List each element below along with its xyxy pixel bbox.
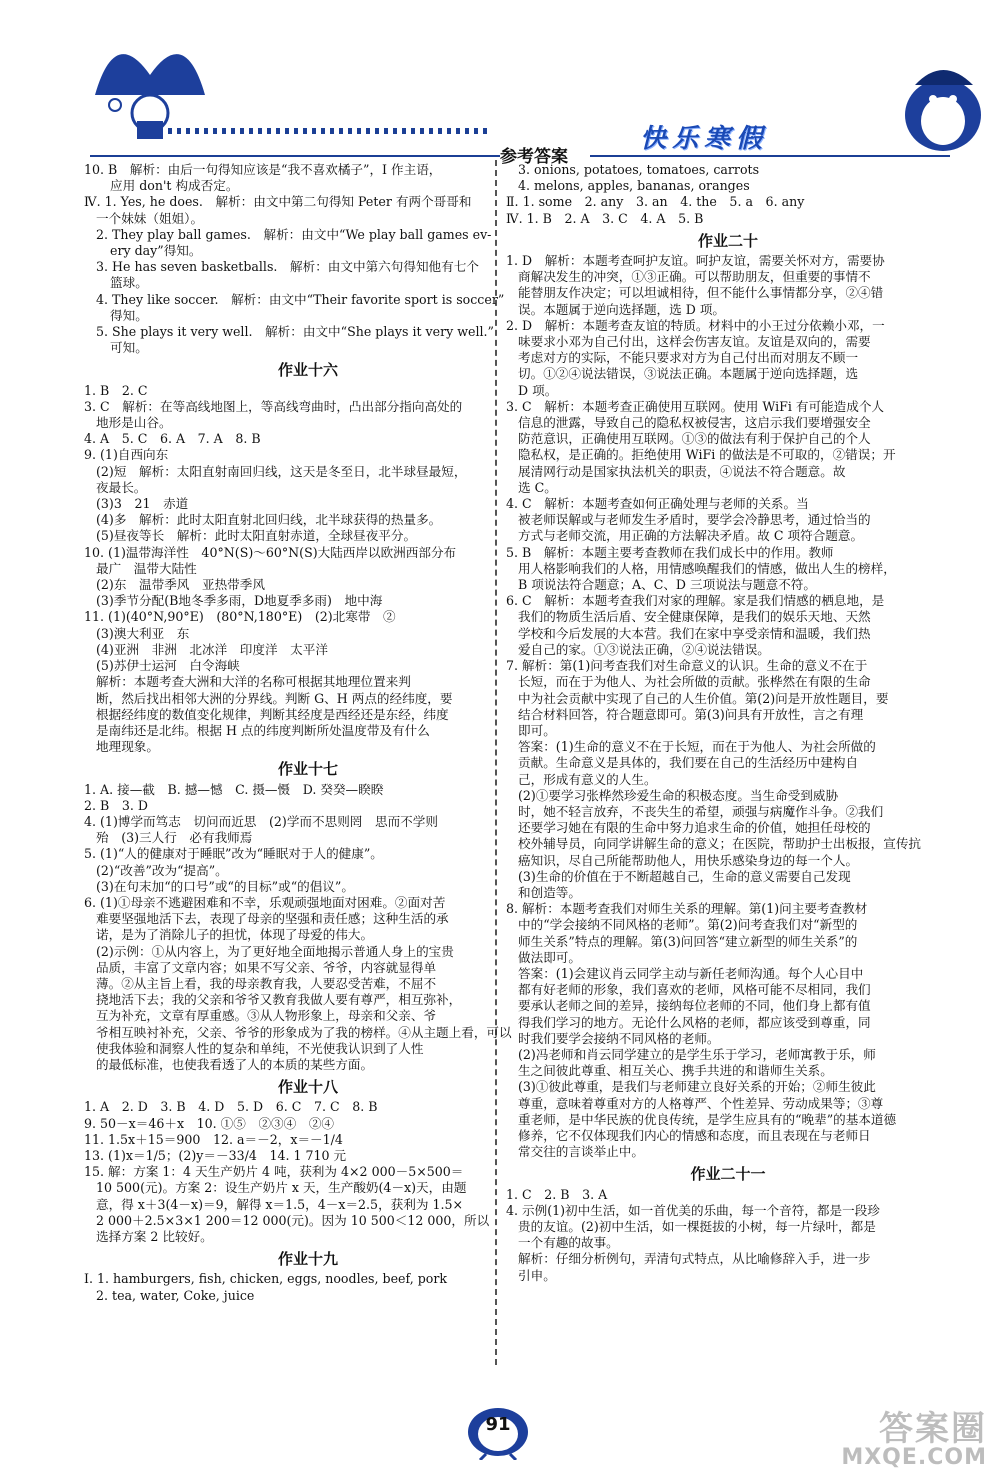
answer-line: 6. (1)①母亲不逃避困难和不幸，乐观顽强地面对困难。②面对苦 [84, 894, 446, 910]
answer-line: 难要坚强地活下去，表现了母亲的坚强和责任感；这种生活的承 [96, 911, 449, 927]
left-column [84, 162, 532, 1304]
answer-line: 11. (1)(40°N,90°E) (80°N,180°E) (2)北寒带 ② [84, 609, 396, 625]
answer-line: (4)亚洲 非洲 北冰洋 印度洋 太平洋 [96, 641, 328, 657]
answer-line: 贡献。生命意义是具体的，我们要在自己的生活经历中建构自 [518, 755, 859, 771]
header-center-title: 参考答案 [500, 147, 568, 167]
answer-line: Ⅳ. 1. B 2. A 3. C 4. A 5. B [506, 210, 704, 226]
answer-line: ery day”得知。 [110, 243, 202, 259]
answer-line: 最广 温带大陆性 [96, 560, 197, 576]
answer-line: 即可。 [518, 722, 556, 738]
answer-line: (3)3 21 赤道 [96, 496, 189, 512]
answer-line: 信息的泄露，导致自己的隐私权被侵害，这启示我们要增强安全 [518, 415, 871, 431]
answer-line: Ⅳ. 1. Yes, he does. 解析：由文中第二句得知 Peter 有两个哥哥和 [84, 194, 472, 210]
answer-line: 一个有趣的故事。 [518, 1235, 619, 1251]
answer-line: (4)多 解析：此时太阳直射北回归线，北半球获得的热量多。 [96, 512, 442, 528]
answer-line: 5. B 解析：本题主要考查教师在我们成长中的作用。教师 [506, 544, 834, 560]
answer-line: (2)①要学习张桦然珍爱生命的积极态度。当生命受到威胁 [518, 787, 839, 803]
section-heading: 作业十八 [277, 1078, 338, 1097]
answer-line: 做法即可。 [518, 949, 581, 965]
answer-line: 答案：(1)生命的意义不在于长短，而在于为他人、为社会所做的 [518, 739, 876, 755]
answer-line: 我们的物质生活后盾、安全健康保障，是我们的娱乐天地、天然 [518, 609, 871, 625]
answer-line: 4. 示例(1)初中生活，如一首优美的乐曲，每一个音符，都是一段珍 [506, 1202, 880, 1218]
answer-line: 方式与老师交流，用正确的方法解决矛盾。故 C 项符合题意。 [518, 528, 864, 544]
answer-line: 夜最长。 [96, 479, 147, 495]
answer-line: 3. C 解析：本题考查正确使用互联网。使用 WiFi 有可能造成个人 [506, 398, 885, 414]
answer-line: 尊重，意味着尊重对方的人格尊严、个性差异、劳动成果等；③尊 [518, 1095, 884, 1111]
answer-line: 解析：仔细分析例句，弄清句式特点，从比喻修辞入手，进一步 [518, 1251, 871, 1267]
answer-line: 味要求小邓为自己付出，这样会伤害友谊。友谊是双向的，需要 [518, 334, 871, 350]
page-header [0, 0, 1000, 167]
answer-line: D 项。 [518, 382, 558, 398]
answer-line: 2 000＋2.5×3×1 200＝12 000(元)。因为 10 500＜12 000，所以 [96, 1212, 490, 1228]
answer-line: 根据经纬度的数值变化规律，判断其经度是西经还是东经，纬度 [96, 706, 449, 722]
answer-line: 9. 50－x＝46＋x 10. ①⑤ ②③④ ②④ [84, 1115, 335, 1131]
answer-line: 3. onions, potatoes, tomatoes, carrots [518, 162, 760, 177]
watermark-line2: MXQE.COM [841, 1445, 987, 1470]
penguin-decoration-icon [895, 55, 990, 155]
answer-line: (2)短 解析：太阳直射南回归线，这天是冬至日，北半球昼最短， [96, 463, 467, 479]
answer-line: 爱自己的家。①③说法正确，②④说法错误。 [518, 641, 770, 657]
answer-line: 选 C。 [518, 479, 557, 495]
answer-line: 意，得 x＋3(4－x)＝9，解得 x＝1.5，4－x＝2.5，获利为 1.5× [96, 1196, 464, 1212]
answer-line: 2. D 解析：本题考查友谊的特质。材料中的小王过分依赖小邓，一 [506, 317, 885, 333]
answer-line: 8. 解析：本题考查我们对师生关系的理解。第(1)问主要考查教材 [506, 901, 868, 917]
answer-line: 7. 解析：第(1)问考查我们对生命意义的认识。生命的意义不在于 [506, 658, 868, 674]
answer-line: 地理现象。 [96, 739, 159, 755]
answer-line: 用人格影响我们的人格，用情感唤醒我们的情感，做出人生的榜样， [518, 560, 896, 576]
answer-line: 商解决发生的冲突，①③正确。可以帮助朋友，但重要的事情不 [518, 269, 871, 285]
answer-line: 答案：(1)会建议肖云同学主动与新任老师沟通。每个人心目中 [518, 965, 864, 981]
answer-line: 地形是山谷。 [96, 415, 172, 431]
answer-line: 4. They like soccer. 解析：由文中“Their favorite sport is soccer” [96, 291, 505, 307]
answer-line: 学校和今后发展的大本营。我们在家中享受亲情和温暖，我们热 [518, 625, 871, 641]
answer-line: 一个妹妹（姐姐）。 [96, 210, 204, 226]
answer-line: B 项说法符合题意；A、C、D 三项说法与题意不符。 [518, 577, 816, 593]
answer-line: 重老师，是中华民族的优良传统，是学生应具有的“晚辈”的基本道德 [518, 1111, 897, 1127]
answer-line: 品质，丰富了文章内容；如果不写父亲、爷爷，内容就显得单 [96, 959, 437, 975]
answer-line: 5. (1)“人的健康对于睡眠”改为“睡眠对于人的健康”。 [84, 846, 383, 862]
header-dotted-rule-left [168, 128, 488, 134]
answer-line: 殆 (3)三人行 必有我师焉 [96, 830, 253, 846]
header-brand-title: 快乐寒假 [640, 124, 769, 154]
answer-line: Ⅰ. 1. hamburgers, fish, chicken, eggs, noodles, beef, pork [84, 1271, 447, 1287]
answer-line: 引申。 [518, 1267, 556, 1283]
watermark [830, 1395, 995, 1480]
answer-line: (5)昼夜等长 解析：此时太阳直射赤道，全球昼夜平分。 [96, 528, 417, 544]
answer-line: 挠地活下去；我的父亲和爷爷又教育我做人要有尊严，相互弥补， [96, 992, 462, 1008]
answer-line: 1. A 2. D 3. B 4. D 5. D 6. C 7. C 8. B [84, 1099, 378, 1115]
answer-line: 隐私权，是正确的。拒绝使用 WiFi 的做法是不可取的，②错误；开 [518, 447, 896, 463]
answer-line: 己，形成有意义的人生。 [518, 771, 657, 787]
answer-line: 篮球。 [110, 275, 148, 291]
header-rule-left [90, 155, 500, 157]
answer-line: 修养，它不仅体现我们内心的情感和态度，而且表现在与老师日 [518, 1127, 871, 1143]
section-heading: 作业十六 [277, 361, 338, 380]
answer-line: 中为社会贡献中实现了自己的人生价值。第(2)问是开放性题目，要 [518, 690, 889, 706]
answer-line: 1. A. 接—截 B. 撼—憾 C. 摄—慑 D. 癸癸—睽睽 [84, 781, 384, 797]
answer-line: (5)苏伊士运河 白令海峡 [96, 658, 240, 674]
answer-line: 1. B 2. C [84, 382, 148, 398]
answer-line: 得我们学习的地方。无论什么风格的老师，都应该受到尊重，同 [518, 1014, 871, 1030]
answer-line: (3)生命的价值在于不断超越自己，生命的意义需要自己发现 [518, 868, 851, 884]
header-rule-right [590, 155, 950, 157]
answer-line: 被老师误解或与老师发生矛盾时，要学会冷静思考，通过恰当的 [518, 512, 871, 528]
answer-line: 4. (1)博学而笃志 切问而近思 (2)学而不思则罔 思而不学则 [84, 813, 438, 829]
answer-line: 都有好老师的形象，我们喜欢的老师，风格可能不尽相同，我们 [518, 982, 871, 998]
answer-line: 时，她不轻言放弃，不丧失生的希望，顽强与病魔作斗争。②我们 [518, 803, 884, 819]
answer-line: 考虑对方的实际，不能只要求对方为自己付出而对朋友不顾一 [518, 350, 859, 366]
answer-line: (3)季节分配(B地冬季多雨，D地夏季多雨) 地中海 [96, 593, 383, 609]
section-heading: 作业十九 [277, 1250, 338, 1269]
answer-line: 1. D 解析：本题考查呵护友谊。呵护友谊，需要关怀对方，需要协 [506, 253, 885, 269]
answer-line: 4. melons, apples, bananas, oranges [518, 178, 750, 194]
answer-line: 解析：本题考查大洲和大洋的名称可根据其地理位置来判 [96, 674, 411, 690]
answer-line: 诺，是为了消除儿子的担忧，体现了母爱的伟大。 [96, 927, 374, 943]
answer-line: (2)“改善”改为“提高”。 [96, 862, 228, 878]
answer-line: Ⅱ. 1. some 2. any 3. an 4. the 5. a 6. any [506, 194, 805, 210]
answer-line: 选择方案 2 比较好。 [96, 1229, 213, 1244]
answer-line: 应用 don't 构成否定。 [110, 178, 239, 194]
answer-line: 误。本题属于逆向选择题，选 D 项。 [518, 301, 726, 317]
answer-line: 和创造等。 [518, 884, 581, 900]
answer-line: 常交往的言谈举止中。 [518, 1144, 644, 1160]
answer-line: 10. (1)温带海洋性 40°N(S)～60°N(S)大陆西岸以欧洲西部分布 [84, 544, 457, 560]
answer-line: (2)东 温带季风 亚热带季风 [96, 577, 265, 593]
section-heading: 作业二十 [697, 231, 758, 250]
answer-line: (2)冯老师和肖云同学建立的是学生乐于学习，老师寓教于乐，师 [518, 1046, 876, 1062]
answer-line: 11. 1.5x＋15＝900 12. a＝－2，x＝－1/4 [84, 1131, 343, 1147]
answer-line: (3)①彼此尊重，是我们与老师建立良好关系的开始；②师生彼此 [518, 1079, 876, 1095]
answer-line: 2. tea, water, Coke, juice [96, 1287, 255, 1303]
answer-line: (3)在句末加“的口号”或“的目标”或“的倡议”。 [96, 878, 354, 894]
answer-line: 贵的友谊。(2)初中生活，如一棵挺拔的小树，每一片绿叶，都是 [518, 1219, 876, 1234]
answer-line: 切。①②④说法错误，③说法正确。本题属于逆向选择题，选 [518, 366, 859, 382]
answer-line: 是南纬还是北纬。根据 H 点的纬度判断所处温度带及有什么 [96, 722, 430, 738]
answer-line: 癌知识，尽自己所能帮助他人，用快乐感染身边的每一个人。 [518, 852, 859, 868]
answer-line: 中的“学会接纳不同风格的老师”。第(2)问考查我们对“新型的 [518, 917, 858, 933]
answer-line: 6. C 解析：本题考查我们对家的理解。家是我们情感的栖息地，是 [506, 593, 885, 609]
answer-line: 还要学习她在有限的生命中努力追求生命的价值，她担任母校的 [518, 820, 871, 836]
right-column [506, 162, 950, 1284]
answer-line: (2)示例：①从内容上，为了更好地全面地揭示普通人身上的宝贵 [96, 943, 454, 959]
watermark-line1: 答案圈 [879, 1409, 987, 1449]
answer-line: 3. He has seven basketballs. 解析：由文中第六句得知他有七个 [96, 259, 479, 275]
answer-line: 得知。 [110, 307, 148, 323]
answer-line: 4. C 解析：本题考查如何正确处理与老师的关系。当 [506, 496, 809, 512]
answer-line: 能替朋友作决定；可以坦诚相待，但不能什么事情都分享，②④错 [518, 285, 884, 301]
answer-line: 结合材料回答，符合题意即可。第(3)问具有开放性，言之有理 [518, 706, 864, 722]
answer-line: (3)澳大利亚 东 [96, 625, 190, 641]
answer-line: 使我体验和洞察人性的复杂和单纯，不光使我认识到了人性 [96, 1040, 424, 1056]
answer-line: 长短，而在于为他人、为社会所做的贡献。张桦然在有限的生命 [518, 674, 871, 690]
answer-line: 师生关系”特点的理解。第(3)问回答“建立新型的师生关系”的 [518, 933, 858, 949]
answer-line: 要承认老师之间的差异，接纳每位老师的不同，他们身上都有值 [518, 998, 871, 1014]
section-heading: 作业二十一 [690, 1165, 766, 1184]
answer-line: 10. B 解析：由后一句得知应该是“我不喜欢橘子”，I 作主语， [84, 162, 442, 177]
answer-line: 3. C 解析：在等高线地图上，等高线弯曲时，凸出部分指向高处的 [84, 398, 463, 414]
answer-line: 薄。②从主旨上看，我的母亲教育我，人要忍受苦难，不屈不 [96, 975, 437, 991]
answer-line: 互为补充，文章有厚重感。③从人物形象上，母亲和父亲、爷 [96, 1008, 437, 1024]
answer-line: 2. B 3. D [84, 797, 148, 813]
answer-line: 2. They play ball games. 解析：由文中“We play ball games ev- [96, 226, 492, 242]
answer-line: 断，然后找出相邻大洲的分界线。判断 G、H 两点的经纬度，要 [96, 690, 453, 706]
answer-line: 1. C 2. B 3. A [506, 1186, 608, 1202]
answer-line: 9. (1)自西向东 [84, 447, 169, 463]
page-number-badge [458, 1400, 538, 1460]
answer-line: 防范意识，正确使用互联网。①③的做法有利于保护自己的个人 [518, 431, 871, 447]
answer-line: 10 500(元)。方案 2：设生产奶片 x 天，生产酸奶(4－x)天，由题 [96, 1180, 467, 1196]
answer-line: 生之间彼此尊重、相互关心、携手共进的和谐师生关系。 [518, 1063, 833, 1079]
answer-line: 4. A 5. C 6. A 7. A 8. B [84, 431, 261, 447]
answer-line: 校外辅导员，向同学讲解生命的意义；在医院，帮助护士出板报，宣传抗 [518, 836, 921, 852]
answer-line: 的最低标准，也使我看透了人的本质的某些方面。 [96, 1056, 374, 1072]
answer-line: 5. She plays it very well. 解析：由文中“She plays it very well.” [96, 324, 494, 340]
answer-line: 时我们要学会接纳不同风格的老师。 [518, 1030, 720, 1046]
answer-line: 15. 解：方案 1：4 天生产奶片 4 吨，获利为 4×2 000－5×500＝ [84, 1164, 464, 1180]
answer-line: 13. (1)x＝1/5；(2)y＝－33/4 14. 1 710 元 [84, 1147, 347, 1163]
section-heading: 作业十七 [277, 760, 338, 779]
snowman-decoration-icon [75, 5, 225, 145]
answer-line: 可知。 [110, 340, 148, 356]
answer-line: 展清网行动是国家执法机关的职责，④说法不符合题意。故 [518, 463, 846, 479]
answer-line: 爷相互映衬补充，父亲、爷爷的形象成为了我的榜样。④从主题上看，可以 [96, 1024, 512, 1040]
page-number: 91 [485, 1414, 511, 1435]
